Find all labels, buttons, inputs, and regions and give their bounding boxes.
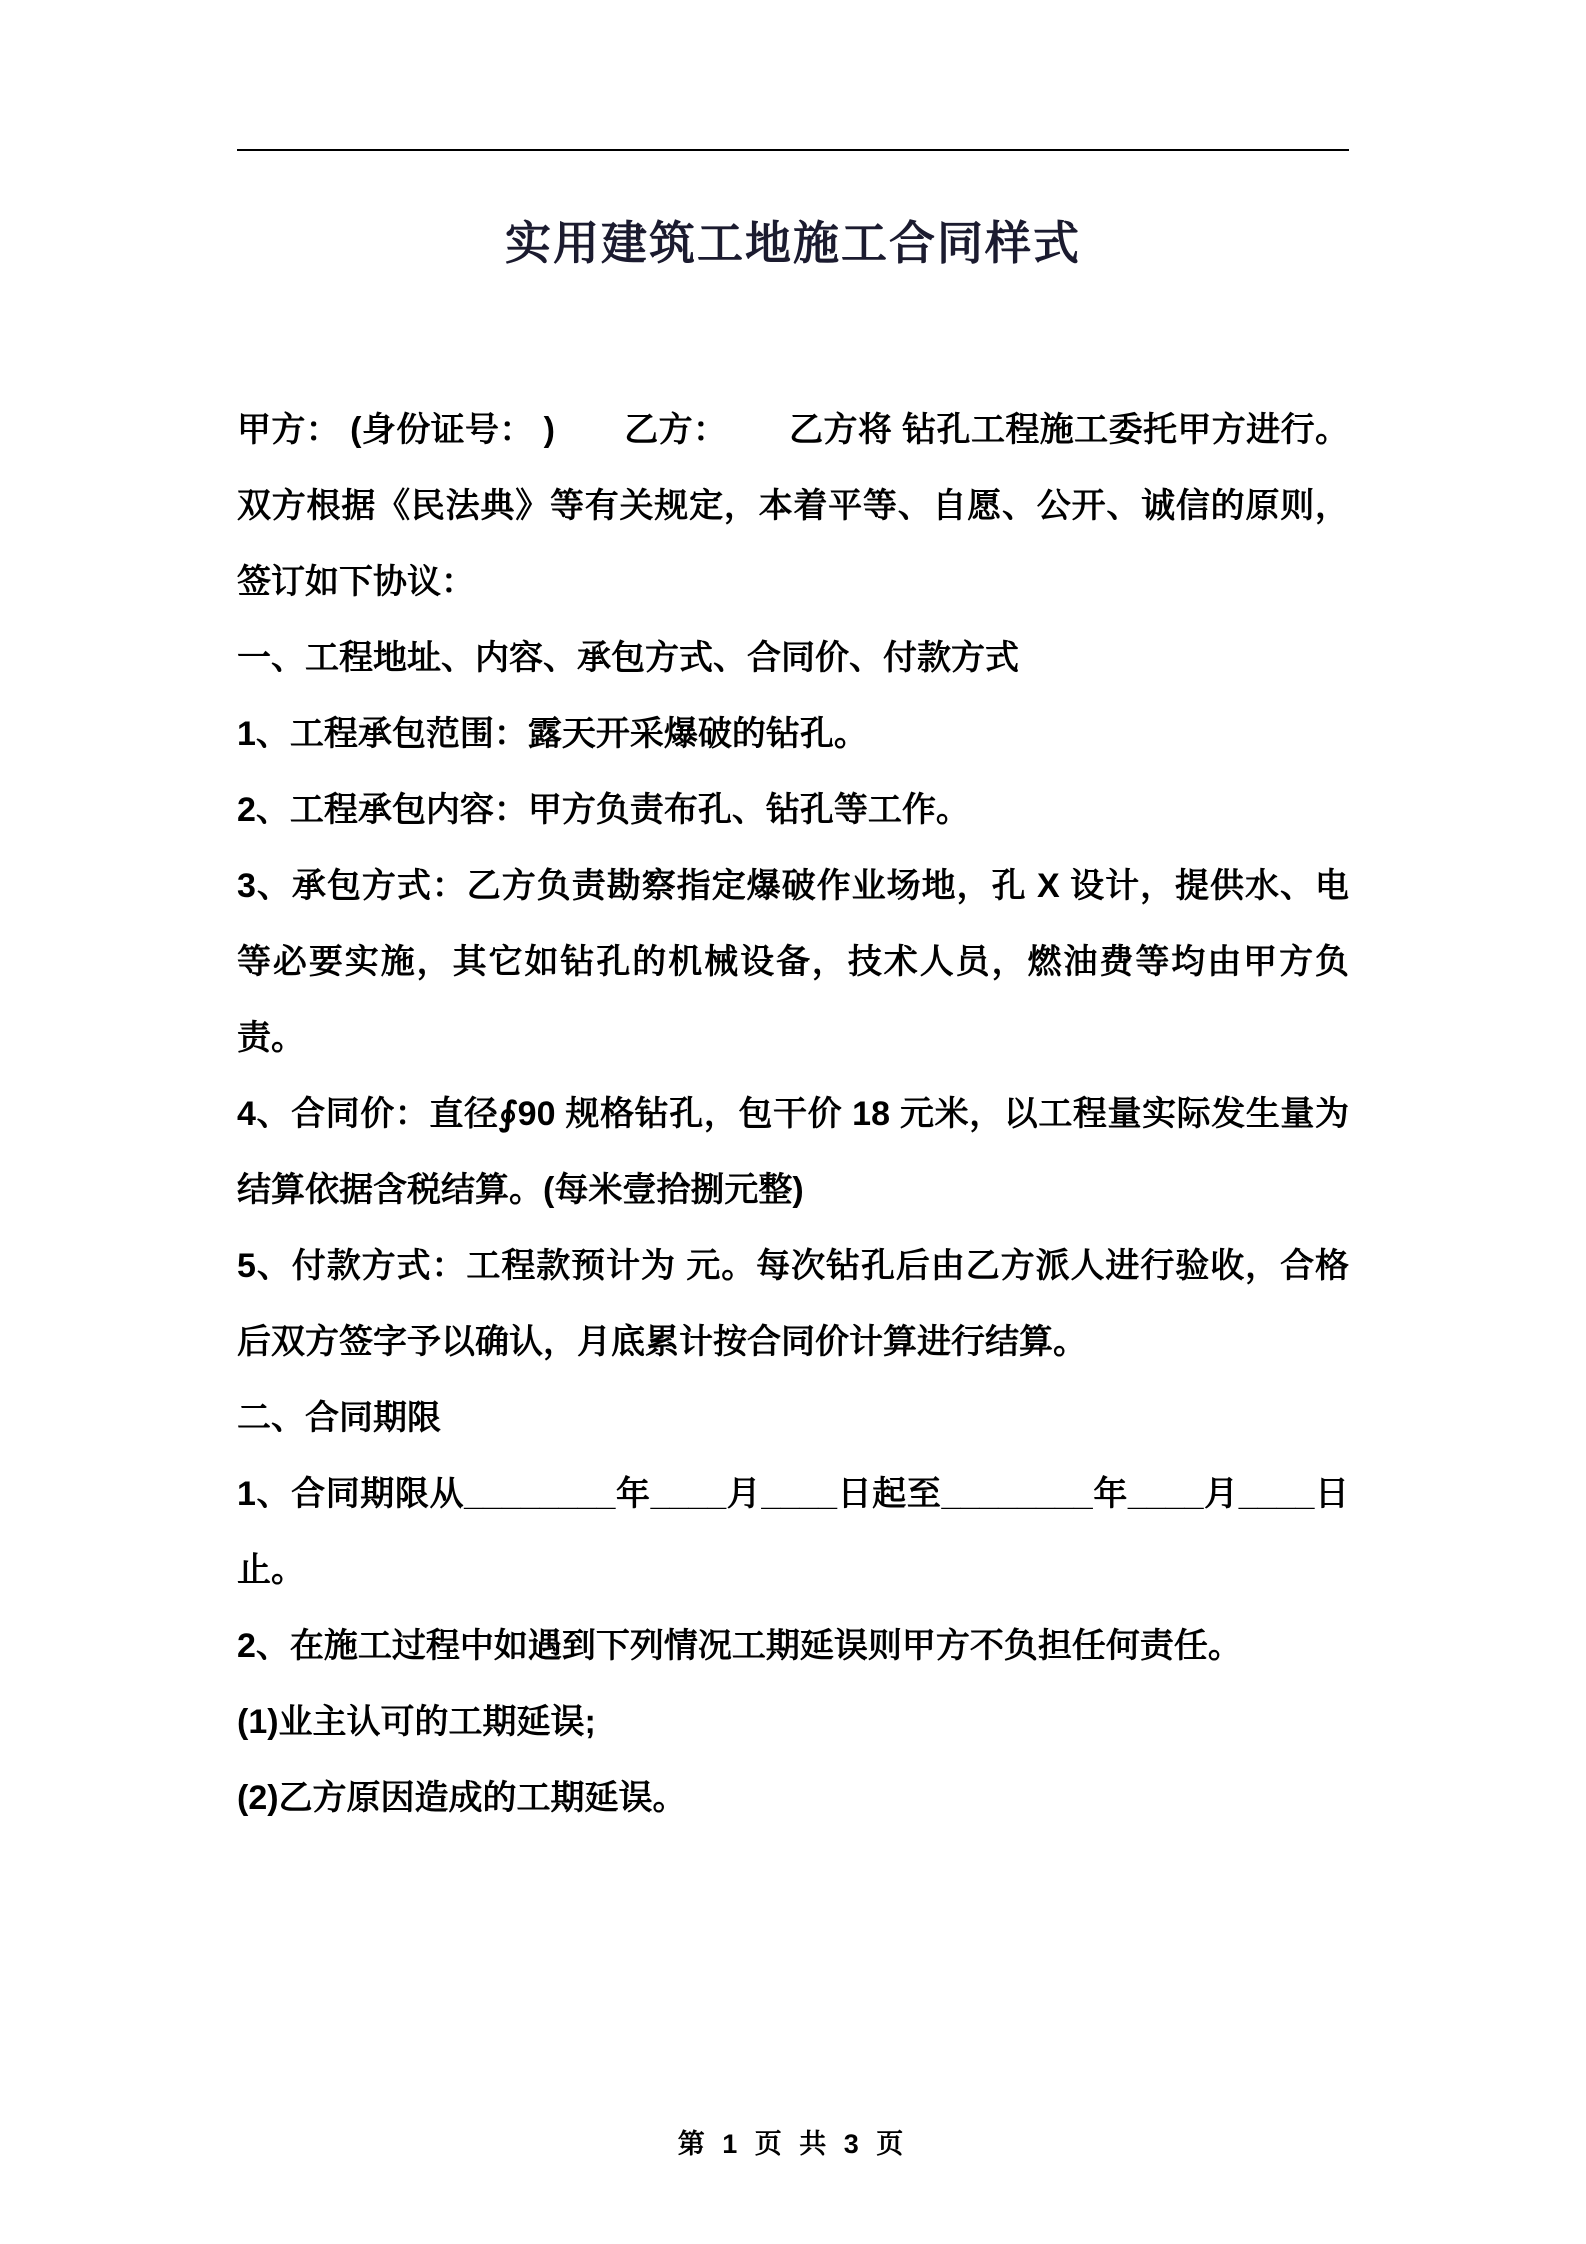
paragraph-duration-dates: 1、合同期限从________年____月____日起至________年____月____日止。 <box>237 1475 1349 1589</box>
paragraph-contract-method: 3、承包方式：乙方负责勘察指定爆破作业场地，孔 X 设计，提供水、电等必要实施，其它如钻孔的机械设备，技术人员，燃油费等均由甲方负责。 <box>237 867 1349 1057</box>
paragraph-delay-item-1: (1)业主认可的工期延误; <box>237 1703 596 1741</box>
header-rule <box>237 149 1349 151</box>
paragraph-contract-price: 4、合同价：直径∮90 规格钻孔，包干价 18 元米，以工程量实际发生量为结算依据含税结算。(每米壹拾捌元整) <box>237 1095 1349 1209</box>
paragraph-payment-method: 5、付款方式：工程款预计为 元。每次钻孔后由乙方派人进行验收，合格后双方签字予以确认，月底累计按合同价计算进行结算。 <box>237 1247 1349 1361</box>
paragraph-parties-intro: 甲方： (身份证号： ) 乙方： 乙方将 钻孔工程施工委托甲方进行。双方根据《民法典》等有关规定，本着平等、自愿、公开、诚信的原则，签订如下协议： <box>237 411 1349 601</box>
document-body <box>237 392 1349 1836</box>
paragraph-delay-item-2: (2)乙方原因造成的工期延误。 <box>237 1779 687 1817</box>
paragraph-scope: 1、工程承包范围：露天开采爆破的钻孔。 <box>237 715 868 753</box>
document-title: 实用建筑工地施工合同样式 <box>505 217 1081 269</box>
paragraph-content: 2、工程承包内容：甲方负责布孔、钻孔等工作。 <box>237 791 970 829</box>
paragraph-delay-clause: 2、在施工过程中如遇到下列情况工期延误则甲方不负担任何责任。 <box>237 1627 1242 1665</box>
section-heading-duration: 二、合同期限 <box>237 1399 441 1437</box>
section-heading-project: 一、工程地址、内容、承包方式、合同价、付款方式 <box>237 639 1019 677</box>
page-footer: 第 1 页 共 3 页 <box>677 2129 909 2159</box>
